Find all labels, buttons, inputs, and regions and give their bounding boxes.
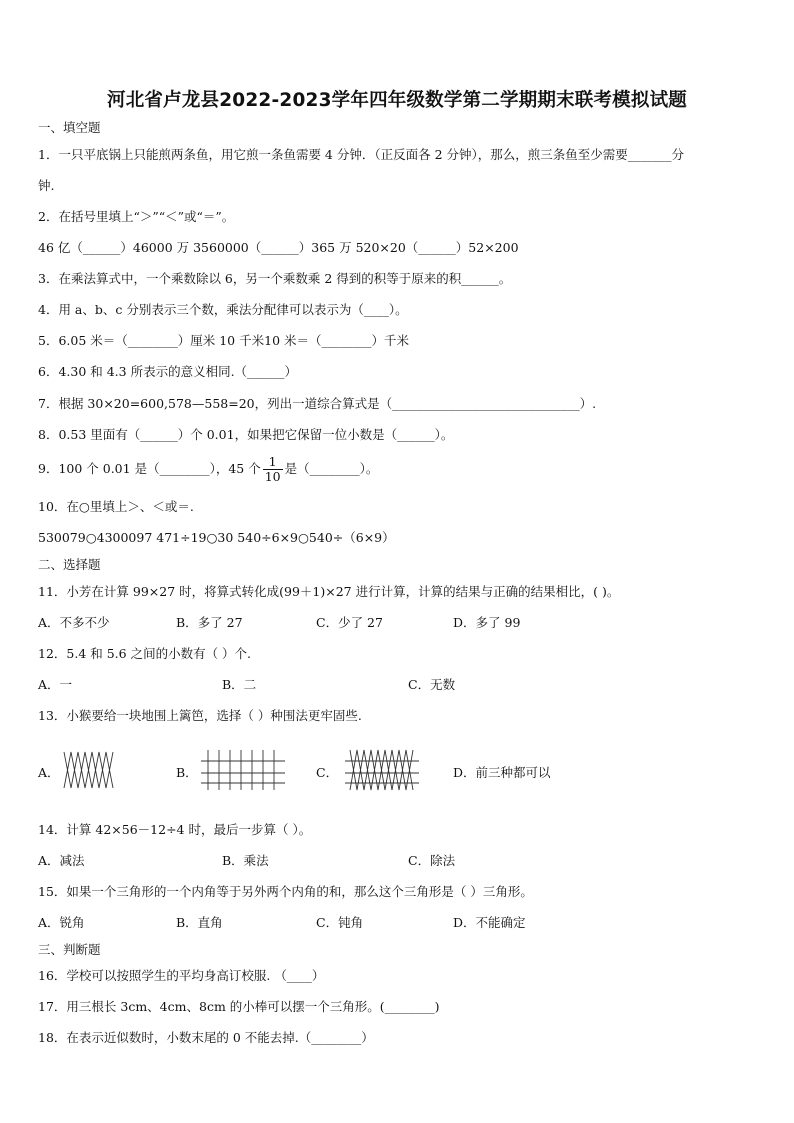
q13-option-d: D．前三种都可以 <box>453 765 551 780</box>
q11-option-c: C．少了 27 <box>316 615 383 630</box>
q13-option-a: A． <box>38 765 60 780</box>
q12-option-c: C．无数 <box>408 677 456 692</box>
q14-option-a: A．减法 <box>38 853 85 868</box>
question-15: 15．如果一个三角形的一个内角等于另外两个内角的和，那么这个三角形是（ ）三角形。 <box>38 884 533 899</box>
section-heading-multiple-choice: 二、选择题 <box>38 557 101 572</box>
q12-option-a: A．一 <box>38 677 73 692</box>
fence-figure-c <box>344 749 420 791</box>
question-10: 10．在○里填上＞、＜或＝. <box>38 499 194 514</box>
q14-option-b: B．乘法 <box>222 853 269 868</box>
question-17: 17．用三根长 3cm、4cm、8cm 的小棒可以摆一个三角形。(________) <box>38 999 440 1014</box>
question-2-items: 46 亿（______）46000 万 3560000（______）365 万 520×20（______）52×200 <box>38 240 519 255</box>
fraction-numerator: 1 <box>263 455 283 470</box>
question-9 <box>38 454 378 484</box>
question-11: 11．小芳在计算 99×27 时，将算式转化成(99＋1)×27 进行计算，计算的结果与正确的结果相比，( )。 <box>38 584 620 599</box>
question-7: 7．根据 30×20=600,578—558=20，列出一道综合算式是（______________________________）. <box>38 396 597 411</box>
q11-option-d: D．多了 99 <box>453 615 521 630</box>
question-9-part-2: 是（________）。 <box>284 461 379 476</box>
question-1-line-2: 钟. <box>38 178 55 193</box>
q15-option-c: C．钝角 <box>316 915 364 930</box>
question-1-line-1: 1．一只平底锅上只能煎两条鱼，用它煎一条鱼需要 4 分钟．（正反面各 2 分钟），那么，煎三条鱼至少需要_______分 <box>38 147 685 162</box>
fence-figure-a <box>62 750 118 790</box>
q13-option-c: C． <box>316 765 339 780</box>
fraction-one-tenth <box>263 455 283 484</box>
question-5: 5．6.05 米＝（________）厘米 10 千米10 米＝（________）千米 <box>38 333 409 348</box>
question-3: 3．在乘法算式中，一个乘数除以 6，另一个乘数乘 2 得到的积等于原来的积______。 <box>38 271 512 286</box>
question-10-items: 530079○4300097 471÷19○30 540÷6×9○540÷（6×9） <box>38 530 395 545</box>
fence-figure-b <box>200 749 286 791</box>
question-14: 14．计算 42×56－12÷4 时，最后一步算（ ）。 <box>38 822 312 837</box>
question-6: 6．4.30 和 4.3 所表示的意义相同.（______） <box>38 364 298 379</box>
q14-option-c: C．除法 <box>408 853 456 868</box>
question-16: 16．学校可以按照学生的平均身高订校服. （____） <box>38 968 325 983</box>
question-12: 12．5.4 和 5.6 之间的小数有（ ）个. <box>38 646 252 661</box>
page-title: 河北省卢龙县2022-2023学年四年级数学第二学期期末联考模拟试题 <box>107 90 687 111</box>
section-heading-true-false: 三、判断题 <box>38 942 101 957</box>
question-4: 4．用 a、b、c 分别表示三个数，乘法分配律可以表示为（____）。 <box>38 302 408 317</box>
question-13: 13．小猴要给一块地围上篱笆，选择（ ）种围法更牢固些. <box>38 708 362 723</box>
q11-option-b: B．多了 27 <box>176 615 243 630</box>
q15-option-a: A．锐角 <box>38 915 85 930</box>
q12-option-b: B．二 <box>222 677 257 692</box>
q11-option-a: A．不多不少 <box>38 615 110 630</box>
q15-option-d: D．不能确定 <box>453 915 526 930</box>
question-18: 18．在表示近似数时，小数末尾的 0 不能去掉.（________） <box>38 1030 374 1045</box>
question-9-part-1: 9．100 个 0.01 是（________），45 个 <box>38 461 261 476</box>
question-8: 8．0.53 里面有（______）个 0.01，如果把它保留一位小数是（______）。 <box>38 427 454 442</box>
q13-option-b: B． <box>176 765 198 780</box>
question-2: 2．在括号里填上“＞”“＜”或“＝”。 <box>38 209 235 224</box>
fraction-denominator: 10 <box>264 469 281 484</box>
section-heading-fill-in: 一、填空题 <box>38 120 101 135</box>
q15-option-b: B．直角 <box>176 915 223 930</box>
